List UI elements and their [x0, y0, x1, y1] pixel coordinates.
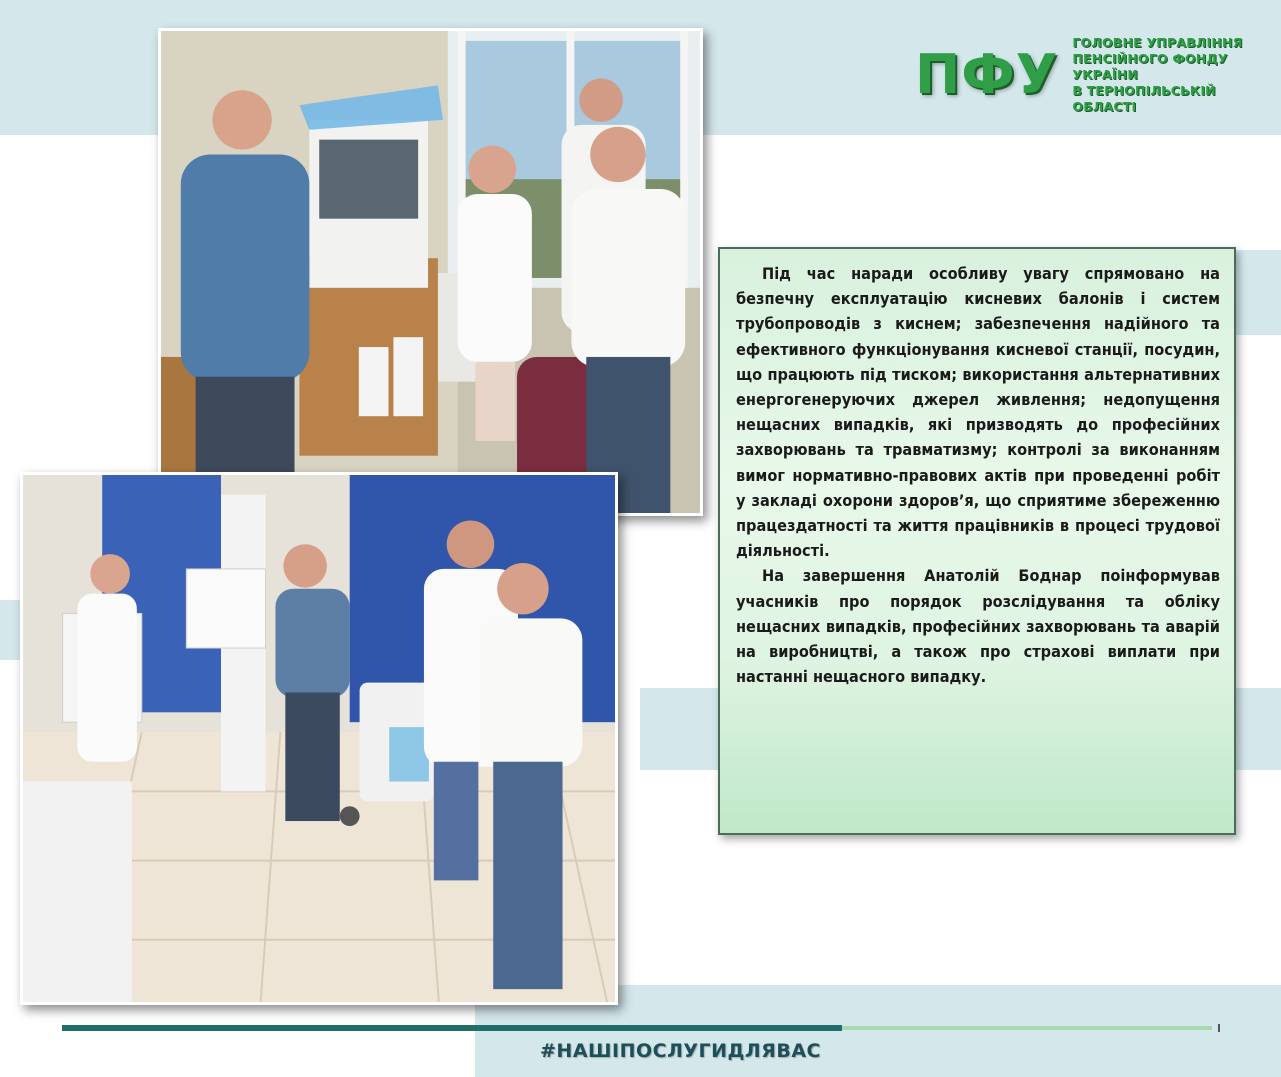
photo-laboratory — [158, 28, 703, 516]
article-paragraph: На завершення Анатолій Боднар поінформував учасників про порядок розслідування та обліку нещасних випадків, професійних захворювань та аварій на виробництві, а також про страхові виплати при настанні нещасного випадку. — [736, 566, 1220, 687]
footer-divider-end — [1218, 1024, 1220, 1032]
org-name — [1072, 35, 1281, 115]
decor-band-right — [1235, 250, 1281, 335]
photo-xray-room-image — [23, 475, 615, 1002]
org-name-line-1: ГОЛОВНЕ УПРАВЛІННЯ — [1072, 35, 1243, 50]
footer-divider-dark — [62, 1025, 842, 1031]
footer-divider-light — [842, 1026, 1212, 1030]
article-paragraph: Під час наради особливу увагу спрямовано на безпечну експлуатацію кисневих балонів і систем трубопроводів з киснем; забезпечення надійного та ефективного функціонування кисневої станції, посудин, що працюють під тиском; використання альтернативних енергогенеруючих джерел живлення; недопущення нещасних випадків, які призводять до професійних захворювань та травматизму; контролі за виконанням вимог нормативно-правових актів при проведенні робіт у закладі охорони здоров’я, що сприятиме збереженню працездатності та життя працівників в процесі трудової діяльності. — [736, 264, 1220, 561]
photo-laboratory-image — [161, 31, 700, 513]
org-name-line-2: ПЕНСІЙНОГО ФОНДУ УКРАЇНИ — [1072, 51, 1228, 82]
pfu-logo — [915, 35, 1281, 114]
photo-xray-room — [20, 472, 618, 1005]
hashtag: #НАШІПОСЛУГИДЛЯВАС — [540, 1040, 821, 1062]
logo-mark: ПФУ — [915, 43, 1059, 106]
org-name-line-3: В ТЕРНОПІЛЬСЬКІЙ ОБЛАСТІ — [1072, 83, 1216, 114]
footer-divider — [62, 1024, 1220, 1032]
article-panel — [718, 247, 1236, 835]
